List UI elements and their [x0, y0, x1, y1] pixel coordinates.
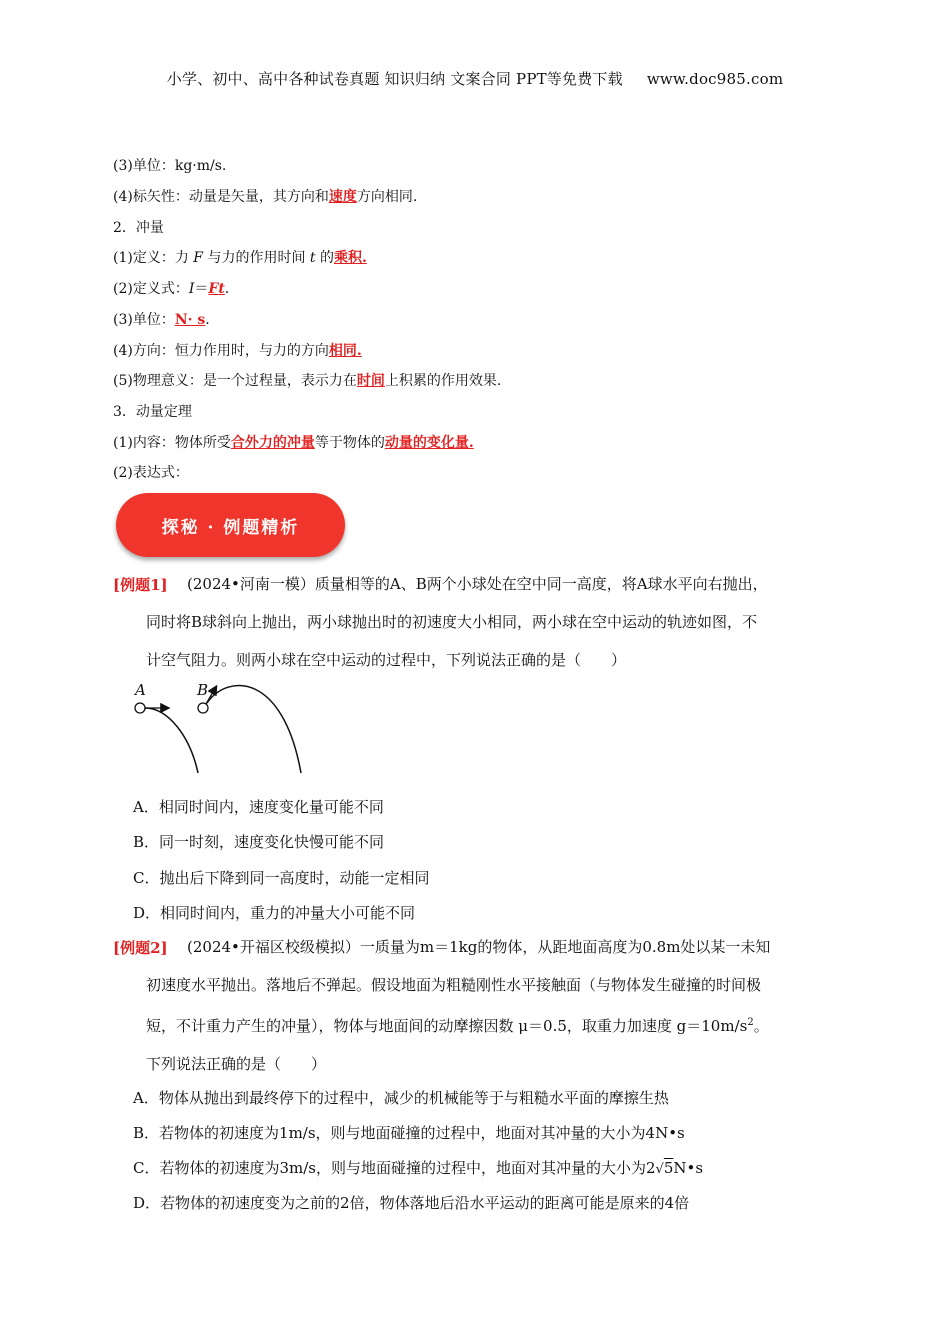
example2-option-d[interactable]: D．若物体的初速度变为之前的2倍，物体落地后沿水平运动的距离可能是原来的4倍 — [133, 1194, 690, 1212]
note-impulse-meaning: (5)物理意义：是一个过程量，表示力在时间上积累的作用效果. — [113, 373, 502, 389]
answer-velocity: 速度 — [328, 189, 357, 205]
example1-label: [例题1] — [113, 576, 168, 594]
note-theorem-expression: (2)表达式： — [113, 465, 189, 481]
answer-same: 相同. — [328, 343, 362, 359]
note-momentum-vector: (4)标矢性：动量是矢量，其方向和速度方向相同. — [113, 189, 418, 205]
answer-momentum-change: 动量的变化量. — [384, 435, 474, 451]
example1-option-c[interactable]: C．抛出后下降到同一高度时，动能一定相同 — [133, 869, 430, 887]
example2-option-c[interactable]: C．若物体的初速度为3m/s，则与地面碰撞的过程中，地面对其冲量的大小为2√5N•s — [133, 1159, 704, 1177]
header-text: 小学、初中、高中各种试卷真题 知识归纳 文案合同 PPT等免费下载 — [166, 70, 623, 88]
section-title-theorem: 3．动量定理 — [113, 404, 192, 420]
example1-question: (2024•河南一模）质量相等的A、B两个小球处在空中同一高度，将A球水平向右抛出， 同时将B球斜向上抛出，两小球抛出时的初速度大小相同，两小球在空中运动的轨迹如图，不 计空气阻力。则两小球在空中运动的过程中，下列说法正确的是（ ） — [146, 575, 768, 669]
section-title-impulse: 2．冲量 — [113, 220, 164, 236]
note-impulse-unit: (3)单位：N· s. — [113, 312, 210, 328]
section-banner — [116, 493, 345, 557]
trajectory-figure — [128, 678, 318, 778]
answer-ns: N· s — [174, 312, 206, 328]
answer-time: 时间 — [356, 373, 385, 389]
note-momentum-unit: (3)单位：kg·m/s. — [113, 158, 227, 174]
trajectory-a — [145, 708, 198, 773]
trajectory-b — [207, 686, 301, 773]
example2-label: [例题2] — [113, 939, 168, 957]
note-impulse-direction: (4)方向：恒力作用时，与力的方向相同. — [113, 343, 362, 359]
example2-question: (2024•开福区校级模拟）一质量为m＝1kg的物体，从距地面高度为0.8m处以某一未知 初速度水平抛出。落地后不弹起。假设地面为粗糙刚性水平接触面（与物体发生碰撞的时间极 短，不计重力产生的冲量），物体与地面间的动摩擦因数 μ＝0.5，取重力加速度 $g=10m/s^2$。 下列说法正确的是（ ） — [146, 938, 771, 1073]
example1-option-d[interactable]: D．相同时间内，重力的冲量大小可能不同 — [133, 904, 416, 922]
ball-a — [135, 703, 145, 713]
figure-label-a: A — [135, 681, 146, 699]
note-impulse-definition: (1)定义：力 F 与力的作用时间 t 的乘积. — [113, 250, 367, 266]
answer-ft: Ft — [208, 281, 225, 297]
example1-option-a[interactable]: A．相同时间内，速度变化量可能不同 — [133, 798, 384, 816]
answer-net-impulse: 合外力的冲量 — [230, 435, 315, 451]
page-header — [0, 68, 950, 89]
answer-product: 乘积. — [334, 250, 367, 266]
example2-option-a[interactable]: A．物体从抛出到最终停下的过程中，减少的机械能等于与粗糙水平面的摩擦生热 — [133, 1089, 669, 1107]
note-impulse-formula: (2)定义式：I＝Ft. — [113, 281, 230, 297]
figure-label-b: B — [197, 681, 209, 699]
example1-option-b[interactable]: B．同一时刻，速度变化快慢可能不同 — [133, 833, 385, 851]
ball-b — [198, 703, 208, 713]
header-url[interactable]: www.doc985.com — [646, 70, 784, 88]
banner-label: 探秘 · 例题精析 — [161, 517, 300, 538]
example2-option-b[interactable]: B．若物体的初速度为1m/s，则与地面碰撞的过程中，地面对其冲量的大小为4N•s — [133, 1124, 685, 1142]
note-theorem-content: (1)内容：物体所受合外力的冲量等于物体的动量的变化量. — [113, 435, 474, 451]
